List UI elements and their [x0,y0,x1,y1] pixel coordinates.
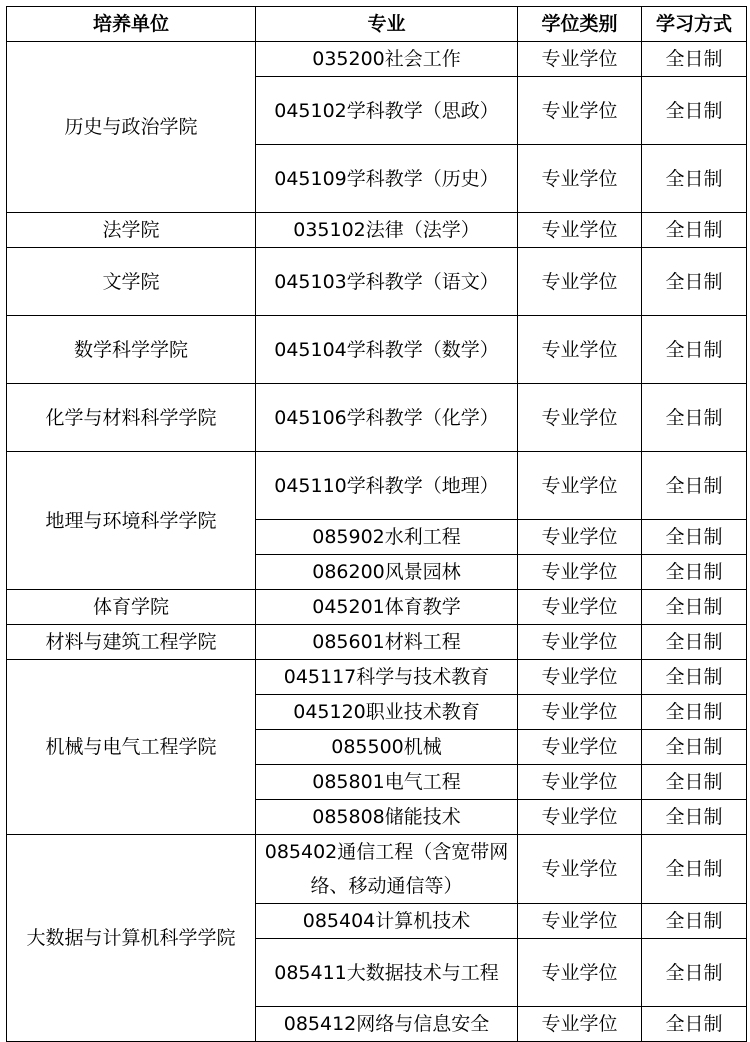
degree-cell: 专业学位 [518,695,642,730]
major-cell: 045109学科教学（历史） [256,145,518,213]
mode-cell: 全日制 [642,835,747,904]
mode-cell: 全日制 [642,800,747,835]
major-cell: 085412网络与信息安全 [256,1007,518,1042]
mode-cell: 全日制 [642,520,747,555]
mode-cell: 全日制 [642,77,747,145]
major-cell: 085500机械 [256,730,518,765]
mode-cell: 全日制 [642,1007,747,1042]
table-row [7,384,747,452]
degree-cell: 专业学位 [518,590,642,625]
major-cell: 035200社会工作 [256,42,518,77]
mode-cell: 全日制 [642,316,747,384]
degree-cell: 专业学位 [518,77,642,145]
unit-cell: 大数据与计算机科学学院 [7,835,256,1042]
degree-cell: 专业学位 [518,248,642,316]
degree-cell: 专业学位 [518,452,642,520]
major-cell: 035102法律（法学） [256,213,518,248]
major-cell: 045201体育教学 [256,590,518,625]
major-cell: 085404计算机技术 [256,904,518,939]
table-row [7,660,747,695]
mode-cell: 全日制 [642,695,747,730]
header-degree: 学位类别 [518,7,642,42]
header-major: 专业 [256,7,518,42]
unit-cell: 化学与材料科学学院 [7,384,256,452]
major-cell: 045120职业技术教育 [256,695,518,730]
mode-cell: 全日制 [642,939,747,1007]
unit-cell: 法学院 [7,213,256,248]
table-row [7,42,747,77]
header-mode: 学习方式 [642,7,747,42]
mode-cell: 全日制 [642,213,747,248]
unit-cell: 文学院 [7,248,256,316]
program-table [6,6,747,1042]
mode-cell: 全日制 [642,765,747,800]
mode-cell: 全日制 [642,590,747,625]
degree-cell: 专业学位 [518,904,642,939]
degree-cell: 专业学位 [518,800,642,835]
mode-cell: 全日制 [642,248,747,316]
major-cell: 045104学科教学（数学） [256,316,518,384]
unit-cell: 历史与政治学院 [7,42,256,213]
mode-cell: 全日制 [642,555,747,590]
major-cell: 085801电气工程 [256,765,518,800]
major-cell: 085402通信工程（含宽带网络、移动通信等） [256,835,518,904]
major-cell: 085902水利工程 [256,520,518,555]
major-cell: 045117科学与技术教育 [256,660,518,695]
degree-cell: 专业学位 [518,520,642,555]
mode-cell: 全日制 [642,384,747,452]
degree-cell: 专业学位 [518,1007,642,1042]
table-row [7,248,747,316]
degree-cell: 专业学位 [518,730,642,765]
degree-cell: 专业学位 [518,835,642,904]
header-unit: 培养单位 [7,7,256,42]
degree-cell: 专业学位 [518,939,642,1007]
major-cell: 045110学科教学（地理） [256,452,518,520]
degree-cell: 专业学位 [518,316,642,384]
major-cell: 085808储能技术 [256,800,518,835]
degree-cell: 专业学位 [518,765,642,800]
major-cell: 086200风景园林 [256,555,518,590]
mode-cell: 全日制 [642,452,747,520]
table-row [7,835,747,904]
mode-cell: 全日制 [642,660,747,695]
unit-cell: 材料与建筑工程学院 [7,625,256,660]
degree-cell: 专业学位 [518,625,642,660]
table-row [7,625,747,660]
major-cell: 085601材料工程 [256,625,518,660]
table-row [7,213,747,248]
table-row [7,452,747,520]
mode-cell: 全日制 [642,145,747,213]
mode-cell: 全日制 [642,904,747,939]
degree-cell: 专业学位 [518,660,642,695]
mode-cell: 全日制 [642,42,747,77]
degree-cell: 专业学位 [518,213,642,248]
unit-cell: 地理与环境科学学院 [7,452,256,590]
unit-cell: 机械与电气工程学院 [7,660,256,835]
unit-cell: 体育学院 [7,590,256,625]
major-cell: 085411大数据技术与工程 [256,939,518,1007]
degree-cell: 专业学位 [518,555,642,590]
degree-cell: 专业学位 [518,42,642,77]
table-row [7,316,747,384]
unit-cell: 数学科学学院 [7,316,256,384]
major-cell: 045106学科教学（化学） [256,384,518,452]
table-row [7,590,747,625]
major-cell: 045103学科教学（语文） [256,248,518,316]
mode-cell: 全日制 [642,625,747,660]
degree-cell: 专业学位 [518,145,642,213]
major-cell: 045102学科教学（思政） [256,77,518,145]
mode-cell: 全日制 [642,730,747,765]
degree-cell: 专业学位 [518,384,642,452]
header-row [7,7,747,42]
